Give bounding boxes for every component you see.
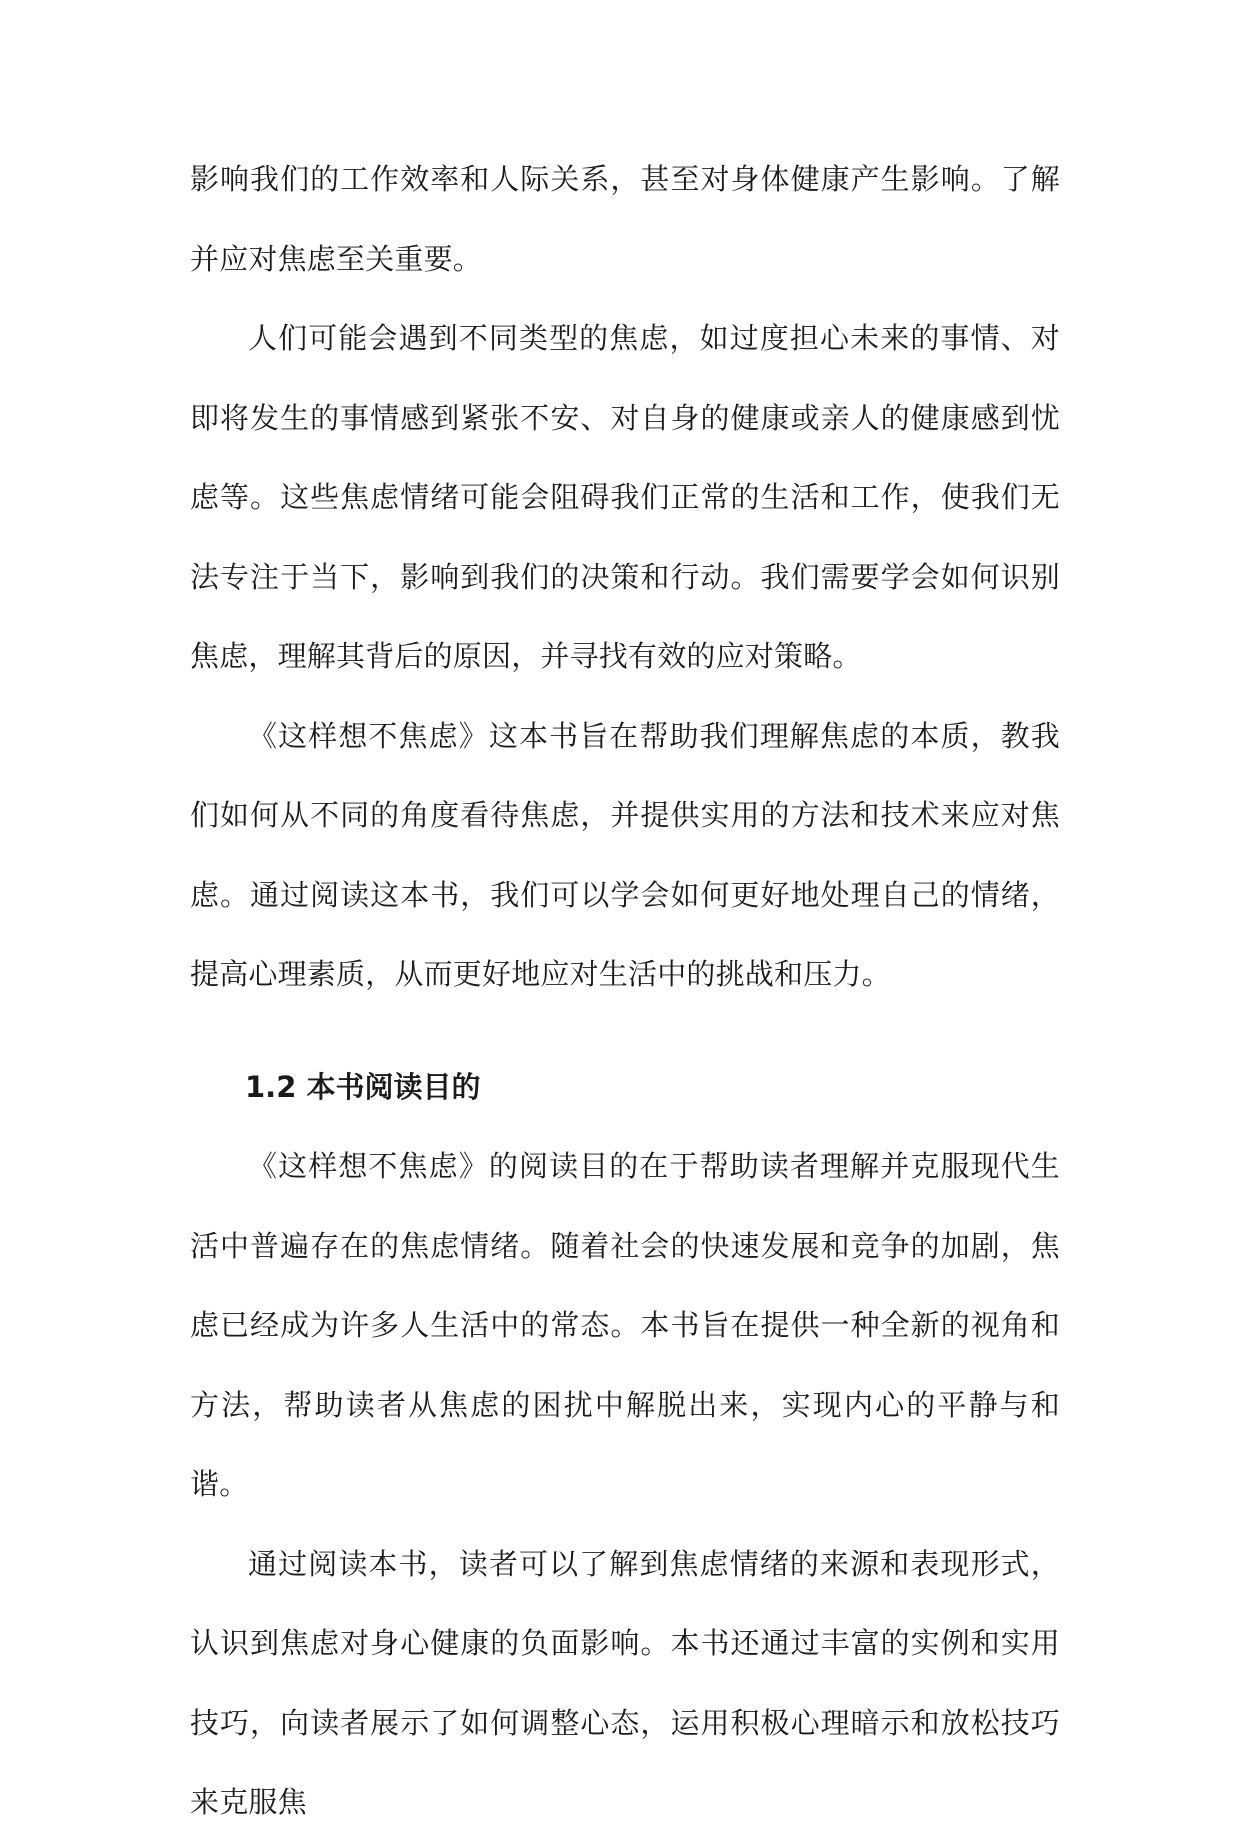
paragraph-book-intro: 《这样想不焦虑》这本书旨在帮助我们理解焦虑的本质，教我们如何从不同的角度看待焦虑，并提供实用的方法和技术来应对焦虑。通过阅读这本书，我们可以学会如何更好地处理自己的情绪，提高心理素质，从而更好地应对生活中的挑战和压力。 [190, 718, 1060, 991]
document-page [190, 140, 1060, 1843]
paragraph-continuation: 影响我们的工作效率和人际关系，甚至对身体健康产生影响。了解并应对焦虑至关重要。 [190, 162, 1060, 276]
paragraph-reading-benefits: 通过阅读本书，读者可以了解到焦虑情绪的来源和表现形式，认识到焦虑对身心健康的负面影响。本书还通过丰富的实例和实用技巧，向读者展示了如何调整心态，运用积极心理暗示和放松技巧来克服焦 [190, 1546, 1060, 1819]
paragraph-reading-purpose: 《这样想不焦虑》的阅读目的在于帮助读者理解并克服现代生活中普遍存在的焦虑情绪。随着社会的快速发展和竞争的加剧，焦虑已经成为许多人生活中的常态。本书旨在提供一种全新的视角和方法，帮助读者从焦虑的困扰中解脱出来，实现内心的平静与和谐。 [190, 1149, 1060, 1501]
section-heading: 1.2 本书阅读目的 [245, 1069, 481, 1104]
paragraph-anxiety-types: 人们可能会遇到不同类型的焦虑，如过度担心未来的事情、对即将发生的事情感到紧张不安、对自身的健康或亲人的健康感到忧虑等。这些焦虑情绪可能会阻碍我们正常的生活和工作，使我们无法专注于当下，影响到我们的决策和行动。我们需要学会如何识别焦虑，理解其背后的原因，并寻找有效的应对策略。 [190, 321, 1060, 673]
